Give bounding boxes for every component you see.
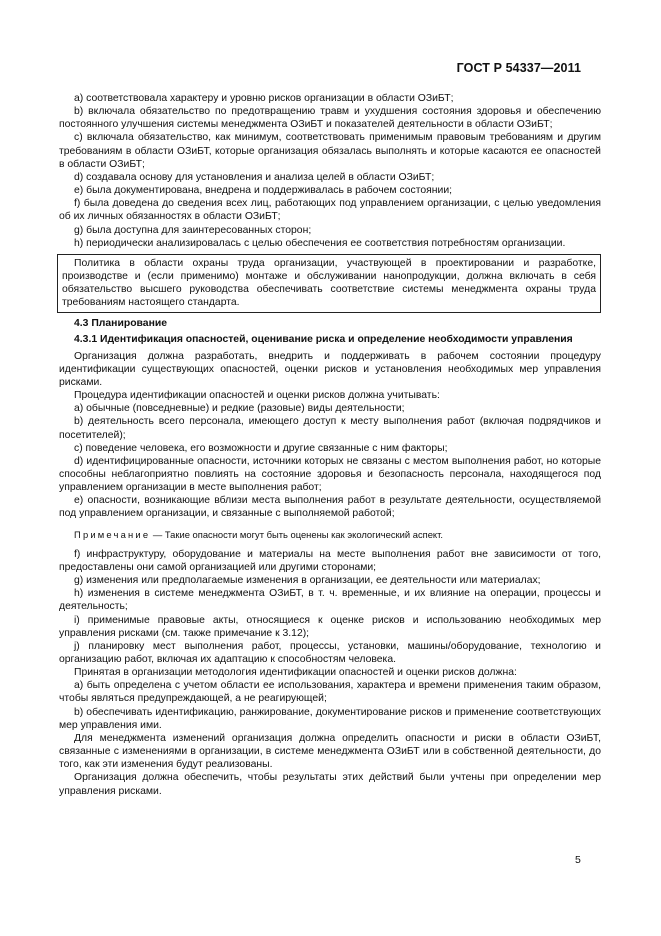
intro-paragraph: Организация должна разработать, внедрить и поддерживать в рабочем состоянии процедуру идентификации существующих опасностей, оценки рисков и установления необходимых мер управления рисками. (59, 350, 601, 388)
policy-item-d: d) создавала основу для установления и анализа целей в области ОЗиБТ; (74, 171, 435, 183)
procedure-item-j: j) планировку мест выполнения работ, процессы, установки, машины/оборудование, технологию и организацию работ, включая их адаптацию к способностям человека. (59, 640, 601, 665)
methodology-item-a: a) быть определена с учетом области ее использования, характера и времени применения таким образом, чтобы являться предупреждающей, а не реагирующей; (59, 680, 601, 705)
policy-item-c: c) включала обязательство, как минимум, соответствовать применимым правовым требованиям и другим требованиям в области ОЗиБТ, которые организация обязалась выполнять и которые касаются ее опасностей в области ОЗиБТ; (59, 132, 601, 170)
procedure-item-b: b) деятельность всего персонала, имеющего доступ к месту выполнения работ (включая подрядчиков и посетителей); (59, 416, 601, 441)
note-label: Примечание (74, 528, 151, 540)
standard-header: ГОСТ Р 54337—2011 (456, 61, 581, 75)
methodology-lead: Принятая в организации методология идентификации опасностей и оценки рисков должна: (74, 667, 517, 679)
subsection-heading: 4.3.1 Идентификация опасностей, оценивание риска и определение необходимости управления (74, 334, 573, 346)
policy-item-e: e) была документирована, внедрена и поддерживалась в рабочем состоянии; (74, 185, 453, 197)
procedure-item-c: c) поведение человека, его возможности и другие связанные с ним факторы; (74, 442, 448, 454)
policy-item-f: f) была доведена до сведения всех лиц, работающих под управлением организации, с целью уведомления об их личных обязанностях в области ОЗиБТ; (59, 198, 601, 223)
final-paragraph: Организация должна обеспечить, чтобы результаты этих действий были учтены при определении мер управления рисками. (59, 772, 601, 797)
procedure-item-d: d) идентифицированные опасности, источники которых не связаны с местом выполнения работ, но которые способны неблагоприятно повлиять на состояние здоровья и безопасность персонала, находящегося под управлением организации в месте выполнения работ; (59, 455, 601, 494)
nano-policy-text: Политика в области охраны труда организации, участвующей в проектировании и разработке, производстве и (если применимо) монтаже и обслуживании нанопродукции, должна включать в себя обязательство высшего руководства обеспечивать соответствие системы менеджмента охраны труда требованиям настоящего стандарта. (62, 257, 596, 309)
note-text: — Такие опасности могут быть оценены как экологический аспект. (152, 528, 443, 540)
policy-item-g: g) была доступна для заинтересованных сторон; (74, 224, 312, 236)
methodology-list (59, 679, 601, 732)
nano-policy-box (57, 254, 601, 313)
policy-item-h: h) периодически анализировалась с целью обеспечения ее соответствия потребностям организации. (74, 237, 566, 249)
procedure-item-i: i) применимые правовые акты, относящиеся к оценке рисков и использованию необходимых мер управления рисками (см. также примечание к 3.12); (59, 614, 601, 639)
procedure-item-e: e) опасности, возникающие вблизи места выполнения работ в результате деятельности, осуществляемой под управлением организации, и связанные с выполняемой работой; (59, 495, 601, 520)
section-heading: 4.3 Планирование (74, 318, 168, 330)
procedure-list-2 (59, 548, 601, 666)
change-paragraph: Для менеджмента изменений организация должна определить опасности и риски в области ОЗиБТ, связанные с изменениями в организации, в системе менеджмента ОЗиБТ или в собственной деятельности, до того, как эти изменения будут реализованы. (59, 732, 601, 771)
policy-list (59, 92, 601, 250)
methodology-item-b: b) обеспечивать идентификацию, ранжирование, документирование рисков и применение соответствующих мер управления ими. (59, 706, 601, 731)
procedure-item-f: f) инфраструктуру, оборудование и материалы на месте выполнения работ вне зависимости от того, предоставлены они самой организацией или другими сторонами; (59, 548, 601, 573)
procedure-item-h: h) изменения в системе менеджмента ОЗиБТ, в т. ч. временные, и их влияние на операции, процессы и деятельность; (59, 588, 601, 613)
policy-item-a: a) соответствовала характеру и уровню рисков организации в области ОЗиБТ; (74, 93, 454, 104)
note (59, 528, 601, 541)
procedure-item-g: g) изменения или предполагаемые изменения в организации, ее деятельности или материалах; (74, 575, 541, 587)
procedure-item-a: a) обычные (повседневные) и редкие (разовые) виды деятельности; (74, 403, 405, 415)
page-number: 5 (575, 854, 581, 866)
procedure-list-1 (59, 402, 601, 520)
document-body (59, 92, 601, 798)
procedure-lead: Процедура идентификации опасностей и оценки рисков должна учитывать: (74, 390, 440, 402)
policy-item-b: b) включала обязательство по предотвращению травм и ухудшения состояния здоровья и обеспечению постоянного улучшения системы менеджмента ОЗиБТ и показателей деятельности в области ОЗиБТ; (59, 106, 601, 131)
